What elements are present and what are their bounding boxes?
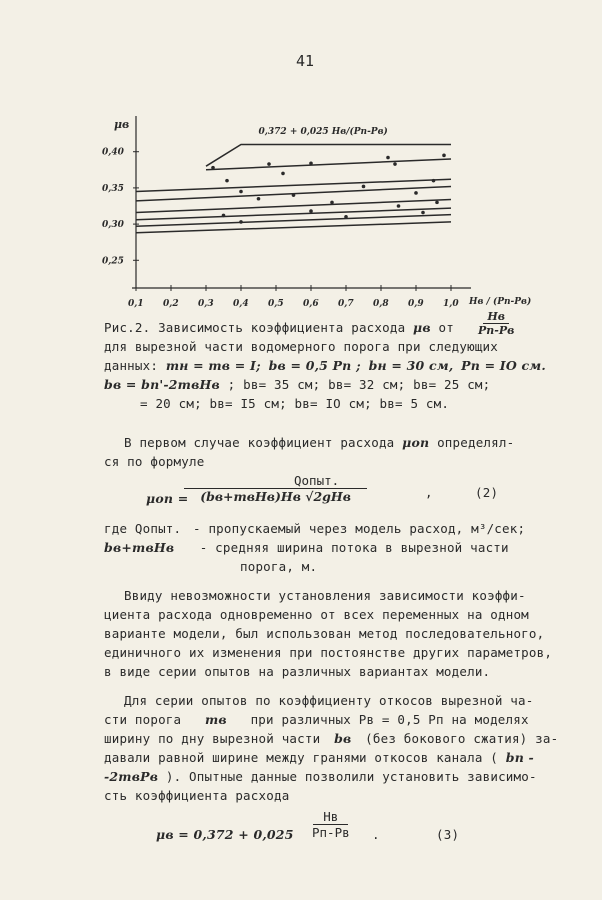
caption-data-label: данных: bbox=[104, 358, 159, 373]
p3-bp-symbol: bп - bbox=[505, 750, 534, 765]
x-tick-label: 0,5 bbox=[268, 299, 284, 309]
eq2-num: Qопыт. bbox=[184, 473, 367, 489]
y-tick-label: 0,25 bbox=[102, 256, 124, 267]
where-line-2 bbox=[104, 539, 509, 557]
caption-bv-20: = 20 см; bbox=[140, 396, 202, 411]
paragraph-2-line-3: варианте модели, был использован метод последовательного, bbox=[104, 626, 545, 641]
caption-bv-formula: bв = bп'-2mвHв bbox=[104, 377, 220, 392]
caption-fraction bbox=[478, 310, 514, 337]
paragraph-3-line-4 bbox=[104, 749, 534, 767]
data-point bbox=[239, 190, 243, 194]
caption-bv-5: bв= 5 см. bbox=[379, 396, 450, 411]
eq3-lhs: μв = 0,372 + 0,025 bbox=[156, 827, 294, 842]
where-b: bв+mвHв bbox=[104, 540, 175, 555]
caption-line-4 bbox=[104, 376, 490, 394]
caption-line-2: для вырезной части водомерного порога при следующих bbox=[104, 339, 499, 354]
paragraph-1-line-2: ся по формуле bbox=[104, 454, 205, 469]
data-point bbox=[393, 162, 397, 166]
p3-no-contraction: (без бокового сжатия) за- bbox=[365, 731, 559, 746]
where-b-def: - средняя ширина потока в вырезной части bbox=[199, 540, 509, 555]
p1-text-end: определял- bbox=[437, 435, 515, 450]
caption-text: Рис.2. Зависимость коэффициента расхода bbox=[104, 320, 406, 335]
data-point bbox=[211, 166, 215, 170]
x-tick-label: 0,2 bbox=[163, 299, 179, 309]
data-point bbox=[421, 211, 425, 215]
p3-m-symbol: mв bbox=[205, 712, 227, 727]
paragraph-3-line-3 bbox=[104, 730, 558, 748]
eq2-lhs: μоп = bbox=[146, 491, 189, 506]
data-point bbox=[309, 161, 313, 165]
x-tick-label: 0,9 bbox=[408, 299, 424, 309]
y-tick-label: 0,35 bbox=[102, 183, 124, 194]
paragraph-2-line-5: в виде серии опытов на различных вариантах модели. bbox=[104, 664, 491, 679]
p3-2m-symbol: -2mвPв bbox=[104, 769, 159, 784]
series-line bbox=[206, 144, 451, 166]
paragraph-2-line-1: Ввиду невозможности установления зависимости коэффи- bbox=[124, 588, 526, 603]
eq3-fraction bbox=[312, 809, 350, 840]
data-point bbox=[344, 215, 348, 219]
p1-symbol: μоп bbox=[402, 435, 430, 450]
caption-bv-25: bв= 25 см; bbox=[413, 377, 491, 392]
x-tick-label: 0,8 bbox=[373, 299, 389, 309]
paragraph-1-line-1 bbox=[124, 434, 514, 452]
eq3-den: Pп-Pв bbox=[312, 825, 350, 840]
paragraph-2-line-2: циента расхода одновременно от всех переменных на одном bbox=[104, 607, 529, 622]
x-tick-label: 0,1 bbox=[128, 299, 144, 309]
data-point bbox=[435, 201, 439, 205]
where-line-3: порога, м. bbox=[240, 559, 318, 574]
eq2-den: (bв+mвHв)Hв √2gHв bbox=[200, 489, 351, 504]
data-point bbox=[386, 156, 390, 160]
series-line bbox=[136, 215, 451, 227]
paragraph-3-line-6: сть коэффициента расхода bbox=[104, 788, 290, 803]
caption-line-1 bbox=[104, 319, 454, 337]
data-point bbox=[225, 179, 229, 183]
coefficient-chart bbox=[96, 112, 532, 317]
caption-frac-den: Pп-Pв bbox=[478, 324, 515, 337]
x-tick-label: 0,4 bbox=[233, 299, 249, 309]
caption-bv-35: ; bв= 35 см; bbox=[227, 377, 321, 392]
where-line-1 bbox=[104, 520, 525, 538]
data-point bbox=[292, 193, 296, 197]
y-axis-label: μв bbox=[114, 118, 130, 131]
p3-experiment-data: ). Опытные данные позволили установить зависимо- bbox=[165, 769, 537, 784]
data-point bbox=[222, 214, 226, 218]
p3-condition: при различных Pв = 0,5 Pп на моделях bbox=[250, 712, 529, 727]
x-tick-label: 0,6 bbox=[303, 299, 319, 309]
page-number: 41 bbox=[296, 52, 315, 70]
p3-portion: сти порога bbox=[104, 712, 182, 727]
caption-param-p: Pп = IO см. bbox=[461, 358, 546, 373]
series-line bbox=[136, 222, 451, 233]
data-point bbox=[414, 191, 418, 195]
eq3-num: Hв bbox=[313, 809, 348, 825]
formula-annotation: 0,372 + 0,025 Hв/(Pп-Pв) bbox=[258, 127, 388, 137]
eq2-number: (2) bbox=[475, 485, 499, 500]
series-line bbox=[136, 179, 451, 191]
data-point bbox=[281, 172, 285, 176]
caption-from: от bbox=[438, 320, 454, 335]
x-tick-label: 1,0 bbox=[443, 299, 459, 309]
eq2-fraction bbox=[184, 473, 367, 504]
paragraph-3-line-1: Для серии опытов по коэффициенту откосов вырезной ча- bbox=[124, 693, 534, 708]
data-point bbox=[362, 185, 366, 189]
caption-bv-32: bв= 32 см; bbox=[328, 377, 406, 392]
p3-width: ширину по дну вырезной части bbox=[104, 731, 321, 746]
paragraph-3-line-2 bbox=[104, 711, 529, 729]
x-tick-label: 0,7 bbox=[338, 299, 354, 309]
caption-param-bn: bн = 30 см, bbox=[368, 358, 454, 373]
data-point bbox=[432, 179, 436, 183]
caption-frac-num: Hв bbox=[483, 310, 509, 324]
data-point bbox=[257, 197, 261, 201]
where-q-def: - пропускаемый через модель расход, м³/сек; bbox=[193, 521, 526, 536]
paragraph-2-line-4: единичного их изменения при постоянстве других параметров, bbox=[104, 645, 553, 660]
caption-line-5 bbox=[140, 395, 449, 413]
data-point bbox=[239, 220, 243, 224]
y-tick-label: 0,40 bbox=[102, 147, 124, 158]
y-tick-label: 0,30 bbox=[102, 220, 124, 231]
caption-param-b: bв = 0,5 Pп ; bbox=[268, 358, 361, 373]
caption-param-m: mн = mв = I; bbox=[165, 358, 261, 373]
series-line bbox=[206, 159, 451, 170]
where-q: где Qопыт. bbox=[104, 521, 182, 536]
caption-line-3 bbox=[104, 357, 546, 375]
eq3-period: . bbox=[372, 827, 380, 842]
p1-text: В первом случае коэффициент расхода bbox=[124, 435, 395, 450]
p3-equal-width: давали равной ширине между гранями откосов канала ( bbox=[104, 750, 499, 765]
caption-bv-15: bв= I5 см; bbox=[209, 396, 287, 411]
p3-b-symbol: bв bbox=[334, 731, 352, 746]
eq3-number: (3) bbox=[436, 827, 460, 842]
x-tick-label: 0,3 bbox=[198, 299, 214, 309]
paragraph-3-line-5 bbox=[104, 768, 537, 786]
data-point bbox=[397, 204, 401, 208]
data-point bbox=[267, 162, 271, 166]
caption-symbol: μв bbox=[413, 320, 431, 335]
eq2-comma: , bbox=[425, 485, 433, 500]
caption-bv-10: bв= IO см; bbox=[294, 396, 372, 411]
data-point bbox=[442, 154, 446, 158]
data-point bbox=[309, 209, 313, 213]
data-point bbox=[330, 201, 334, 205]
x-axis-label: Hв / (Pп-Pв) bbox=[469, 297, 532, 307]
